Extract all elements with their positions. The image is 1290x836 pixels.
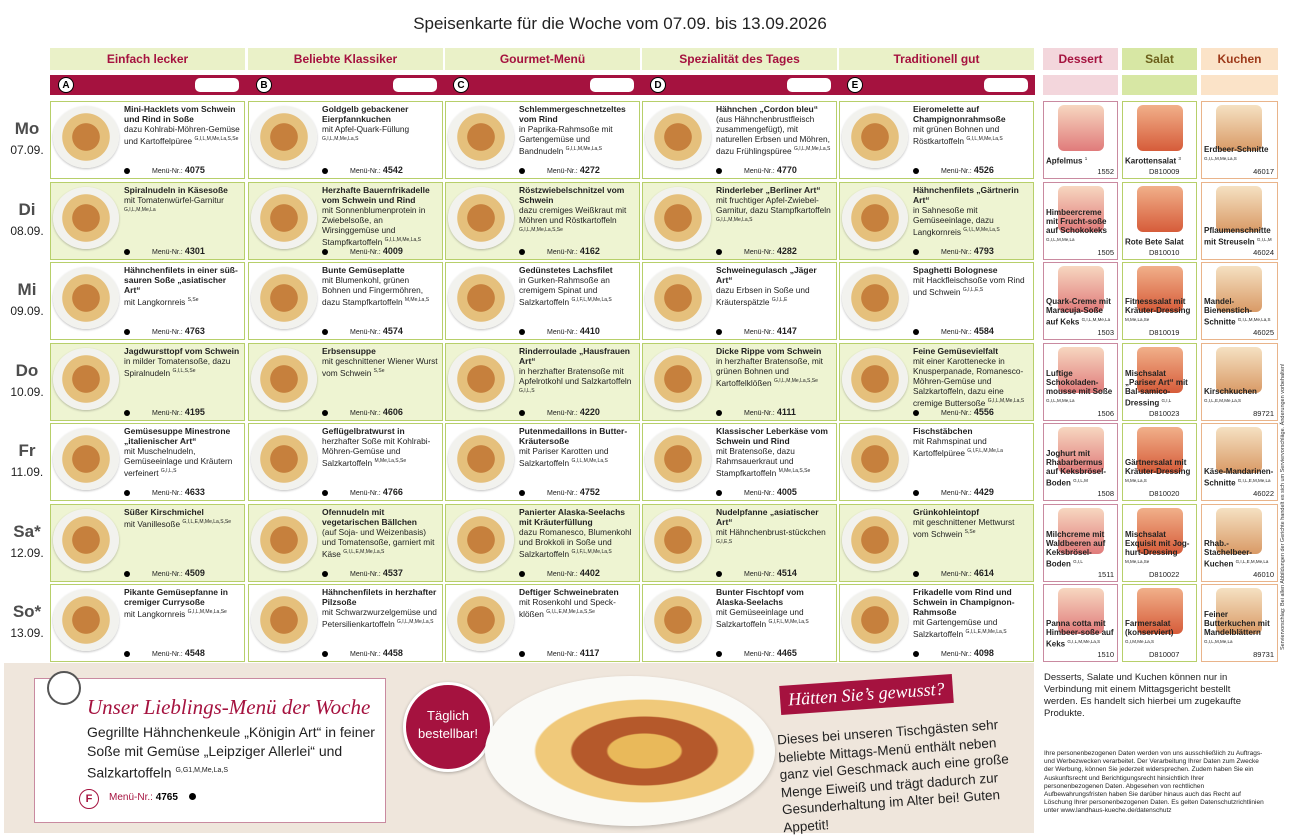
meal-footer: Menü-Nr.: 4075 bbox=[124, 166, 240, 175]
day-label: Mo 07.09. bbox=[10, 119, 44, 157]
meal-image bbox=[53, 267, 119, 329]
count-input[interactable] bbox=[590, 78, 634, 92]
kuchen-name: Feiner Butterkuchen mit Mandelblättern $^{G,I,L,M,Me,La}$ bbox=[1204, 610, 1270, 645]
meal-footer: Menü-Nr.: 4509 bbox=[124, 569, 240, 578]
meal-footer: Menü-Nr.: 4282 bbox=[716, 247, 832, 256]
meal-text: Frikadelle vom Rind und Schwein in Champignon-Rahmsoße mit Gartengemüse und Salzkartoffeln $^{G,I,L,E,M,Me,La,S}$ bbox=[913, 587, 1015, 639]
meal-card[interactable] bbox=[248, 584, 443, 662]
meal-card[interactable] bbox=[642, 101, 837, 179]
meal-text: Dicke Rippe vom Schwein in herzhafter Bratensoße, mit grünen Bohnen und Kartoffelklößen $^{G,I,L,M,Me,La,S,Se}$ bbox=[716, 345, 823, 388]
dessert-nr: 1505 bbox=[1097, 247, 1114, 257]
meal-card[interactable] bbox=[50, 504, 245, 582]
meal-footer: Menü-Nr.: 4766 bbox=[322, 488, 438, 497]
meal-card[interactable] bbox=[839, 343, 1034, 421]
meal-card[interactable] bbox=[642, 504, 837, 582]
dessert-nr: 1506 bbox=[1097, 408, 1114, 418]
order-dot-icon bbox=[913, 410, 919, 416]
kuchen-name: Rhab.-Stachelbeer-Kuchen $^{G,I,L,E,M,Me,La}$ bbox=[1204, 538, 1269, 569]
meal-footer: Menü-Nr.: 4556 bbox=[913, 408, 1029, 417]
page-title: Speisenkarte für die Woche vom 07.09. bis 13.09.2026 bbox=[413, 14, 827, 33]
meal-footer: Menü-Nr.: 4542 bbox=[322, 166, 438, 175]
meal-text: Schlemmergeschnetzeltes vom Rind in Paprika-Rahmsoße mit Gartengemüse und Bandnudeln $^{G,I,L,M,Me,La,S}$ bbox=[519, 104, 626, 156]
meal-text: Goldgelb gebackener Eierpfannkuchen mit Apfel-Quark-Füllung $^{G,I,L,M,Me,La,S}$ bbox=[322, 104, 410, 142]
meal-text: Panierter Alaska-Seelachs mit Kräuterfüllung dazu Romanesco, Blumenkohl und Brokkoli in Soße und Salzkartoffeln $^{G,I,F,L,M,Me,La,S}$ bbox=[519, 506, 632, 559]
meal-card[interactable] bbox=[642, 423, 837, 501]
order-dot-icon bbox=[322, 249, 328, 255]
meal-footer: Menü-Nr.: 4526 bbox=[913, 166, 1029, 175]
meal-footer: Menü-Nr.: 4793 bbox=[913, 247, 1029, 256]
meal-text: Ofennudeln mit vegetarischen Bällchen (auf Soja- und Weizenbasis) und Tomatensoße, garniert mit Käse $^{G,I,L,E,M,Me,La,S}$ bbox=[322, 506, 435, 559]
privacy-text: Ihre personenbezogenen Daten werden von uns ausschließlich zu Auftrags- und Werbezwecken verarbeitet. Der Verarbeitung Ihrer Daten zum Zwecke der Werbung, können Sie jederzeit widersprechen. Zudem haben Sie ein Auskunftsrecht und Berichtigungsrecht hinsichtlich Ihrer personenbezogenen Daten. Abgesehen von rechtlichen Aufbewahrungsfristen haben Sie darüber hinaus auch das Recht auf Löschung Ihrer personenbezogenen Daten. Es gelten Datenschutzrichtlinien unter www.landhaus-kueche.de/datenschutz bbox=[1044, 750, 1264, 815]
dessert-name: Panna cotta mit Himbeer-soße auf Keks $^{G,I,L,M,Me,La,S}$ bbox=[1046, 619, 1114, 649]
salat-card[interactable] bbox=[1122, 504, 1197, 582]
meal-footer: Menü-Nr.: 4458 bbox=[322, 649, 438, 658]
meal-text: Schweinegulasch „Jäger Art“ dazu Erbsen in Soße und Kräuterspätzle $^{G,I,L,E}$ bbox=[716, 265, 817, 307]
kuchen-nr: 46017 bbox=[1253, 167, 1274, 176]
kuchen-image bbox=[1216, 186, 1262, 232]
meal-text: Erbsensuppe mit geschnittener Wiener Wurst vom Schwein $^{S,Se}$ bbox=[322, 345, 438, 378]
dessert-nr: 1503 bbox=[1097, 328, 1114, 337]
meal-image bbox=[251, 589, 317, 651]
meal-card[interactable] bbox=[248, 101, 443, 179]
kuchen-card[interactable] bbox=[1201, 182, 1278, 260]
count-input[interactable] bbox=[787, 78, 831, 92]
meal-card[interactable] bbox=[445, 182, 640, 260]
meal-image bbox=[251, 348, 317, 410]
menu-letter: A bbox=[58, 77, 74, 93]
meal-image bbox=[251, 267, 317, 329]
meal-text: Hähnchenfilets in einer süß-sauren Soße „asiatischer Art“ mit Langkornreis $^{S,Se}$ bbox=[124, 265, 238, 307]
order-dot-icon bbox=[913, 651, 919, 657]
day-label: Mi 09.09. bbox=[10, 280, 44, 318]
day-label: Sa* 12.09. bbox=[10, 521, 44, 560]
meal-card[interactable] bbox=[248, 423, 443, 501]
meal-text: Klassischer Leberkäse vom Schwein und Rind mit Bratensoße, dazu Rahmsauerkraut und Stampfkartoffeln $^{M,Me,La,S,Se}$ bbox=[716, 426, 828, 478]
meal-footer: Menü-Nr.: 4147 bbox=[716, 327, 832, 336]
meal-card[interactable] bbox=[50, 101, 245, 179]
meal-text: Bunter Fischtopf vom Alaska-Seelachs mit Gemüseeinlage und Salzkartoffeln $^{G,I,F,L,M,Me,La,S}$ bbox=[716, 587, 809, 629]
meal-text: Pikante Gemüsepfanne in cremiger Currysoße mit Langkornreis $^{G,I,L,M,Me,La,Se}$ bbox=[124, 587, 228, 619]
meal-footer: Menü-Nr.: 4098 bbox=[913, 649, 1029, 658]
meal-image bbox=[448, 589, 514, 651]
meal-footer: Menü-Nr.: 4005 bbox=[716, 488, 832, 497]
meal-image bbox=[842, 348, 908, 410]
meal-footer: Menü-Nr.: 4752 bbox=[519, 488, 635, 497]
dessert-card[interactable] bbox=[1043, 182, 1118, 260]
column-header: Kuchen bbox=[1201, 48, 1278, 70]
column-header: Beliebte Klassiker bbox=[248, 48, 443, 70]
kuchen-nr: 46022 bbox=[1253, 489, 1274, 498]
dessert-card[interactable] bbox=[1043, 262, 1118, 340]
meal-footer: Menü-Nr.: 4402 bbox=[519, 569, 635, 578]
order-dot-icon bbox=[124, 329, 130, 335]
meal-footer: Menü-Nr.: 4117 bbox=[519, 649, 635, 658]
meal-card[interactable] bbox=[50, 182, 245, 260]
dessert-name: Luftige Schokoladen-mousse mit Soße $^{G,I,L,M,Me,La}$ bbox=[1046, 368, 1113, 403]
dessert-name: Himbeercreme mit Frucht-soße auf Schokokeks $^{G,I,L,M,Me,La}$ bbox=[1046, 207, 1107, 242]
meal-card[interactable] bbox=[248, 182, 443, 260]
meal-card[interactable] bbox=[50, 343, 245, 421]
meal-card[interactable] bbox=[642, 343, 837, 421]
favorite-title: Unser Lieblings-Menü der Woche bbox=[87, 695, 371, 719]
meal-card[interactable] bbox=[839, 584, 1034, 662]
kuchen-bar bbox=[1201, 75, 1278, 95]
column-header: Spezialität des Tages bbox=[642, 48, 837, 70]
favorite-menu-box[interactable] bbox=[34, 678, 386, 823]
order-dot-icon bbox=[322, 571, 328, 577]
salat-card[interactable] bbox=[1122, 423, 1197, 501]
order-dot-icon bbox=[716, 168, 722, 174]
kuchen-card[interactable] bbox=[1201, 262, 1278, 340]
meal-text: Deftiger Schweinebraten mit Rosenkohl und Speck-klößen $^{G,I,L,E,M,Me,La,S,Se}$ bbox=[519, 587, 619, 619]
meal-footer: Menü-Nr.: 4537 bbox=[322, 569, 438, 578]
meal-image bbox=[448, 428, 514, 490]
dessert-nr: 1511 bbox=[1097, 569, 1114, 579]
menu-letter: B bbox=[256, 77, 272, 93]
kuchen-card[interactable] bbox=[1201, 101, 1278, 179]
meal-footer: Menü-Nr.: 4301 bbox=[124, 247, 240, 256]
order-dot-icon bbox=[913, 249, 919, 255]
menu-letter: E bbox=[847, 77, 863, 93]
column-header: Salat bbox=[1122, 48, 1197, 70]
meal-image bbox=[645, 267, 711, 329]
meal-card[interactable] bbox=[839, 182, 1034, 260]
order-dot-icon bbox=[519, 168, 525, 174]
meal-image bbox=[251, 509, 317, 571]
kuchen-image bbox=[1216, 427, 1262, 473]
favorite-menu-nr: Menü-Nr.: 4765 bbox=[109, 792, 196, 803]
dessert-name: Joghurt mit Rhabarbermus auf Keksbrösel-Boden $^{G,I,L,M}$ bbox=[1046, 449, 1107, 488]
menu-letter: D bbox=[650, 77, 666, 93]
did-you-know-text: Dieses bei unseren Tischgästen sehr beliebte Mittags-Menü enthält neben ganz viel Geschmack auch eine große Menge Eiweiß und trägt dadurch zur Gesunderhaltung im Alter bei! Guten Appetit! bbox=[776, 717, 1010, 835]
meal-card[interactable] bbox=[445, 584, 640, 662]
order-dot-icon bbox=[124, 571, 130, 577]
kuchen-name: Mandel-Bienenstich-Schnitte $^{G,I,L,M,Me,La,S}$ bbox=[1204, 297, 1271, 327]
order-dot-icon bbox=[913, 329, 919, 335]
meal-footer: Menü-Nr.: 4574 bbox=[322, 327, 438, 336]
dessert-card[interactable] bbox=[1043, 101, 1118, 179]
meal-footer: Menü-Nr.: 4429 bbox=[913, 488, 1029, 497]
meal-image bbox=[251, 106, 317, 168]
meal-image bbox=[53, 187, 119, 249]
meal-card[interactable] bbox=[839, 423, 1034, 501]
meal-text: Gemüsesuppe Minestrone „italienischer Art“ mit Muschelnudeln, Gemüseeinlage und Kräutern verfeinert $^{G,I,L,S}$ bbox=[124, 426, 233, 478]
meal-card[interactable] bbox=[445, 423, 640, 501]
order-dot-icon bbox=[913, 168, 919, 174]
order-dot-icon bbox=[124, 168, 130, 174]
dessert-nr: 1510 bbox=[1097, 650, 1114, 659]
meal-footer: Menü-Nr.: 4162 bbox=[519, 247, 635, 256]
order-dot-icon bbox=[716, 651, 722, 657]
count-input[interactable] bbox=[984, 78, 1028, 92]
salat-name: Mischsalat Exquisit mit Jog-hurt-Dressing $^{M,Me,La,Se}$ bbox=[1125, 529, 1190, 564]
kuchen-name: Käse-Mandarinen-Schnitte $^{G,I,L,E,M,Me,La}$ bbox=[1204, 467, 1274, 488]
meal-image bbox=[448, 348, 514, 410]
salat-nr: D810019 bbox=[1149, 328, 1180, 337]
meal-footer: Menü-Nr.: 4633 bbox=[124, 488, 240, 497]
meal-footer: Menü-Nr.: 4584 bbox=[913, 327, 1029, 336]
salat-image bbox=[1137, 186, 1183, 232]
day-label: Fr 11.09. bbox=[10, 441, 44, 479]
kuchen-card[interactable] bbox=[1201, 584, 1278, 662]
salat-card[interactable] bbox=[1122, 343, 1197, 421]
vertical-note: Serviervorschlag: Bei allen Abbildungen der Gerichte handelt es sich um Serviervorschläge. Änderungen vorbehalten! bbox=[1280, 363, 1286, 650]
day-label: Di 08.09. bbox=[10, 199, 44, 238]
order-dot-icon bbox=[322, 168, 328, 174]
meal-card[interactable] bbox=[839, 262, 1034, 340]
meal-card[interactable] bbox=[248, 343, 443, 421]
meal-footer: Menü-Nr.: 4614 bbox=[913, 569, 1029, 578]
order-dot-icon bbox=[519, 651, 525, 657]
meal-image bbox=[448, 106, 514, 168]
meal-text: Röstzwiebelschnitzel vom Schwein dazu cremiges Weißkraut mit Möhren und Röstkartoffeln $^{G,I,L,M,Me,La,S,Se}$ bbox=[519, 184, 627, 233]
meal-image bbox=[842, 267, 908, 329]
count-input[interactable] bbox=[195, 78, 239, 92]
menu-letter: C bbox=[453, 77, 469, 93]
kuchen-name: Kirschkuchen $^{G,I,L,E,M,Me,La,S}$ bbox=[1204, 386, 1257, 403]
column-header: Traditionell gut bbox=[839, 48, 1034, 70]
order-dot-icon bbox=[519, 410, 525, 416]
order-dot-icon bbox=[716, 329, 722, 335]
meal-text: Spaghetti Bolognese mit Hackfleischsoße vom Rind und Schwein $^{G,I,L,E,S}$ bbox=[913, 265, 1025, 297]
meal-footer: Menü-Nr.: 4220 bbox=[519, 408, 635, 417]
meal-card[interactable] bbox=[839, 101, 1034, 179]
kuchen-card[interactable] bbox=[1201, 504, 1278, 582]
meal-image bbox=[842, 187, 908, 249]
order-dot-icon bbox=[124, 249, 130, 255]
meal-image bbox=[645, 509, 711, 571]
dessert-name: Milchcreme mit Waldbeeren auf Keksbrösel-Boden $^{G,I,L}$ bbox=[1046, 529, 1106, 569]
meal-image bbox=[53, 509, 119, 571]
order-note: Desserts, Salate und Kuchen können nur in Verbindung mit einem Mittagsgericht bestellt werden. Es handelt sich hierbei um zugekaufte Produkte. bbox=[1044, 672, 1241, 719]
salat-nr: D810020 bbox=[1149, 489, 1180, 498]
kuchen-name: Erdbeer-Schnitte $^{G,I,L,M,Me,La,S}$ bbox=[1204, 145, 1269, 162]
dessert-nr: 1552 bbox=[1097, 167, 1114, 176]
kuchen-card[interactable] bbox=[1201, 423, 1278, 501]
order-dot-icon bbox=[716, 249, 722, 255]
meal-footer: Menü-Nr.: 4111 bbox=[716, 408, 832, 417]
order-dot-icon bbox=[716, 571, 722, 577]
meal-card[interactable] bbox=[50, 423, 245, 501]
meal-text: Jagdwursttopf vom Schwein in milder Tomatensoße, dazu Spiralnudeln $^{G,I,L,S,Se}$ bbox=[124, 345, 240, 378]
meal-card[interactable] bbox=[50, 262, 245, 340]
meal-text: Süßer Kirschmichel mit Vanillesoße $^{G,I,L,E,M,Me,La,S,Se}$ bbox=[124, 506, 232, 529]
kuchen-image bbox=[1216, 347, 1262, 393]
meal-footer: Menü-Nr.: 4770 bbox=[716, 166, 832, 175]
order-dot-icon bbox=[913, 571, 919, 577]
kuchen-nr: 89731 bbox=[1253, 650, 1274, 659]
salat-card[interactable] bbox=[1122, 584, 1197, 662]
salat-card[interactable] bbox=[1122, 182, 1197, 260]
salat-image bbox=[1137, 105, 1183, 151]
meal-footer: Menü-Nr.: 4606 bbox=[322, 408, 438, 417]
order-dot-icon bbox=[322, 410, 328, 416]
order-dot-icon bbox=[124, 651, 130, 657]
meal-card[interactable] bbox=[445, 101, 640, 179]
dessert-card[interactable] bbox=[1043, 423, 1118, 501]
meal-card[interactable] bbox=[248, 504, 443, 582]
day-label: So* 13.09. bbox=[10, 602, 44, 640]
dessert-nr: 1508 bbox=[1097, 489, 1114, 498]
salat-card[interactable] bbox=[1122, 262, 1197, 340]
kuchen-nr: 89721 bbox=[1253, 408, 1274, 418]
meal-image bbox=[53, 106, 119, 168]
dessert-name: Quark-Creme mit Maracuja-Soße auf Keks $^{G,I,L,M,Me,La}$ bbox=[1046, 297, 1111, 327]
meal-image bbox=[645, 348, 711, 410]
meal-card[interactable] bbox=[445, 343, 640, 421]
salat-nr: D810009 bbox=[1149, 167, 1180, 176]
salat-name: Farmersalat (konserviert) $^{G,I,M,Me,La,S}$ bbox=[1125, 619, 1174, 645]
meal-footer: Menü-Nr.: 4763 bbox=[124, 327, 240, 336]
meal-image bbox=[448, 187, 514, 249]
meal-card[interactable] bbox=[445, 504, 640, 582]
meal-footer: Menü-Nr.: 4195 bbox=[124, 408, 240, 417]
order-dot-icon bbox=[519, 490, 525, 496]
meal-image bbox=[251, 187, 317, 249]
dessert-bar bbox=[1043, 75, 1118, 95]
meal-card[interactable] bbox=[642, 262, 837, 340]
order-dot-icon bbox=[913, 490, 919, 496]
meal-image bbox=[842, 589, 908, 651]
salat-name: Mischsalat „Pariser Art“ mit Bal-samico-Dressing $^{G,I,L}$ bbox=[1125, 368, 1188, 408]
meal-image bbox=[53, 589, 119, 651]
meal-text: Herzhafte Bauernfrikadelle vom Schwein und Rind mit Sonnenblumenprotein in Zwiebelsoße, an Wirsinggemüse und Stampfkartoffeln $^{G,I,L,M,Me,La,S}$ bbox=[322, 184, 430, 247]
dessert-card[interactable] bbox=[1043, 343, 1118, 421]
meal-text: Putenmedaillons in Butter-Kräutersoße mit Pariser Karotten und Salzkartoffeln $^{G,I,L,M,Me,La,S}$ bbox=[519, 426, 628, 468]
daily-order-badge: Täglich bestellbar! bbox=[403, 682, 493, 772]
favorite-description: Gegrillte Hähnchenkeule „Königin Art“ in feiner Soße mit Gemüse „Leipziger Allerlei“ und Salzkartoffeln $^{G,G1,M,Me,La,S}$ bbox=[87, 724, 375, 781]
meal-text: Fischstäbchen mit Rahmspinat und Kartoffelpüree $^{G,I,F,L,M,Me,La}$ bbox=[913, 426, 1003, 458]
meal-card[interactable] bbox=[248, 262, 443, 340]
meal-text: Hähnchenfilets in herzhafter Pilzsoße mit Schwarzwurzelgemüse und Petersilienkartoffeln $^{G,I,L,M,Me,La,S}$ bbox=[322, 587, 437, 629]
meal-text: Rinderleber „Berliner Art“ mit fruchtiger Apfel-Zwiebel-Garnitur, dazu Stampfkartoffeln $^{G,I,L,M,Me,La,S}$ bbox=[716, 184, 831, 223]
meal-card[interactable] bbox=[642, 182, 837, 260]
meal-text: Spiralnudeln in Käsesoße mit Tomatenwürfel-Garnitur $^{G,I,L,M,Me,La}$ bbox=[124, 184, 228, 213]
salat-name: Karottensalat $^3$ bbox=[1125, 156, 1181, 166]
meal-text: Rinderroulade „Hausfrauen Art“ in herzhafter Bratensoße mit Apfelrotkohl und Salzkartoffeln $^{G,I,L,S}$ bbox=[519, 345, 632, 394]
order-dot-icon bbox=[322, 651, 328, 657]
column-header: Einfach lecker bbox=[50, 48, 245, 70]
salat-card[interactable] bbox=[1122, 101, 1197, 179]
dessert-name: Apfelmus $^1$ bbox=[1046, 156, 1088, 166]
did-you-know-title: Hätten Sie’s gewusst? bbox=[779, 674, 953, 715]
salat-nr: D810007 bbox=[1149, 650, 1180, 659]
meal-text: Geflügelbratwurst in herzhafter Soße mit Kohlrabi-Möhren-Gemüse und Salzkartoffeln $^{M,Me,La,S,Se}$ bbox=[322, 426, 431, 468]
meal-footer: Menü-Nr.: 4514 bbox=[716, 569, 832, 578]
order-dot-icon bbox=[124, 490, 130, 496]
order-dot-icon bbox=[124, 410, 130, 416]
meal-text: Bunte Gemüseplatte mit Blumenkohl, grünen Bohnen und Fingermöhren, dazu Stampfkartoffeln $^{M,Me,La,S}$ bbox=[322, 265, 430, 307]
order-dot-icon bbox=[716, 410, 722, 416]
meal-image bbox=[645, 106, 711, 168]
salat-name: Gärtnersalat mit Kräuter-Dressing $^{M,Me,La,S}$ bbox=[1125, 458, 1191, 484]
order-dot-icon bbox=[519, 249, 525, 255]
meal-image bbox=[251, 428, 317, 490]
favorite-dish-image bbox=[485, 676, 775, 826]
meal-image bbox=[53, 348, 119, 410]
meal-image bbox=[645, 428, 711, 490]
dessert-card[interactable] bbox=[1043, 584, 1118, 662]
salat-bar bbox=[1122, 75, 1197, 95]
salat-nr: D810010 bbox=[1149, 247, 1180, 257]
meal-text: Hähnchen „Cordon bleu“ (aus Hähnchenbrustfleisch zusammengefügt), mit naturellen Erbsen und Möhren, dazu Frühlingspüree $^{G,I,L,M,Me,La,S}$ bbox=[716, 104, 831, 156]
meal-card[interactable] bbox=[50, 584, 245, 662]
meal-footer: Menü-Nr.: 4009 bbox=[322, 247, 438, 256]
salat-name: Rote Bete Salat bbox=[1125, 237, 1184, 247]
meal-image bbox=[53, 428, 119, 490]
meal-footer: Menü-Nr.: 4410 bbox=[519, 327, 635, 336]
meal-card[interactable] bbox=[839, 504, 1034, 582]
kuchen-nr: 46024 bbox=[1253, 247, 1274, 257]
order-dot-icon bbox=[322, 329, 328, 335]
meal-card[interactable] bbox=[642, 584, 837, 662]
meal-image bbox=[645, 589, 711, 651]
kuchen-card[interactable] bbox=[1201, 343, 1278, 421]
meal-footer: Menü-Nr.: 4465 bbox=[716, 649, 832, 658]
meal-text: Feine Gemüsevielfalt mit einer Karottenecke in Knusperpanade, Romanesco-Möhren-Gemüse und Salzkartoffeln, dazu eine cremige Buttersoße $^{G,I,L,M,Me,La,S}$ bbox=[913, 345, 1025, 408]
order-dot-icon bbox=[519, 571, 525, 577]
salat-name: Fitnesssalat mit Kräuter-Dressing $^{M,Me,La,Se}$ bbox=[1125, 297, 1191, 323]
salat-nr: D810023 bbox=[1149, 408, 1180, 418]
column-header: Gourmet-Menü bbox=[445, 48, 640, 70]
meal-image bbox=[645, 187, 711, 249]
count-input[interactable] bbox=[393, 78, 437, 92]
meal-text: Mini-Hacklets vom Schwein und Rind in Soße dazu Kohlrabi-Möhren-Gemüse und Kartoffelpüree $^{G,I,L,M,Me,La,S,Se}$ bbox=[124, 104, 240, 146]
kuchen-nr: 46025 bbox=[1253, 328, 1274, 337]
meal-text: Hähnchenfilets „Gärtnerin Art“ in Sahnesoße mit Gemüseeinlage, dazu Langkornreis $^{G,I,L,M,Me,La,S}$ bbox=[913, 184, 1019, 237]
salat-nr: D810022 bbox=[1149, 569, 1180, 579]
dessert-image bbox=[1058, 105, 1104, 151]
chef-hat-icon bbox=[47, 671, 81, 705]
meal-text: Nudelpfanne „asiatischer Art“ mit Hähnchenbrust-stückchen $^{G,I,E,S}$ bbox=[716, 506, 826, 545]
column-header: Dessert bbox=[1043, 48, 1118, 70]
order-dot-icon bbox=[519, 329, 525, 335]
dessert-card[interactable] bbox=[1043, 504, 1118, 582]
order-dot-icon bbox=[716, 490, 722, 496]
meal-text: Eieromelette auf Champignonrahmsoße mit grünen Bohnen und Röstkartoffeln $^{G,I,L,M,Me,La,S}$ bbox=[913, 104, 1006, 146]
meal-image bbox=[448, 509, 514, 571]
meal-image bbox=[842, 509, 908, 571]
favorite-letter: F bbox=[79, 789, 99, 809]
kuchen-nr: 46010 bbox=[1253, 569, 1274, 579]
meal-text: Gedünstetes Lachsfilet in Gurken-Rahmsoße an cremigem Spinat und Salzkartoffeln $^{G,I,F,L,M,Me,La,S}$ bbox=[519, 265, 613, 307]
meal-image bbox=[448, 267, 514, 329]
order-dot-icon bbox=[322, 490, 328, 496]
kuchen-image bbox=[1216, 105, 1262, 151]
meal-text: Grünkohleintopf mit geschnittener Mettwurst vom Schwein $^{S,Se}$ bbox=[913, 506, 1015, 539]
did-you-know-box bbox=[776, 678, 1020, 835]
menu-letter-bar bbox=[50, 75, 1035, 95]
meal-footer: Menü-Nr.: 4548 bbox=[124, 649, 240, 658]
meal-image bbox=[842, 428, 908, 490]
day-label: Do 10.09. bbox=[10, 360, 44, 399]
meal-card[interactable] bbox=[445, 262, 640, 340]
kuchen-name: Pflaumenschnitte mit Streuseln $^{G,I,L,M}$ bbox=[1204, 225, 1272, 247]
meal-footer: Menü-Nr.: 4272 bbox=[519, 166, 635, 175]
meal-image bbox=[842, 106, 908, 168]
